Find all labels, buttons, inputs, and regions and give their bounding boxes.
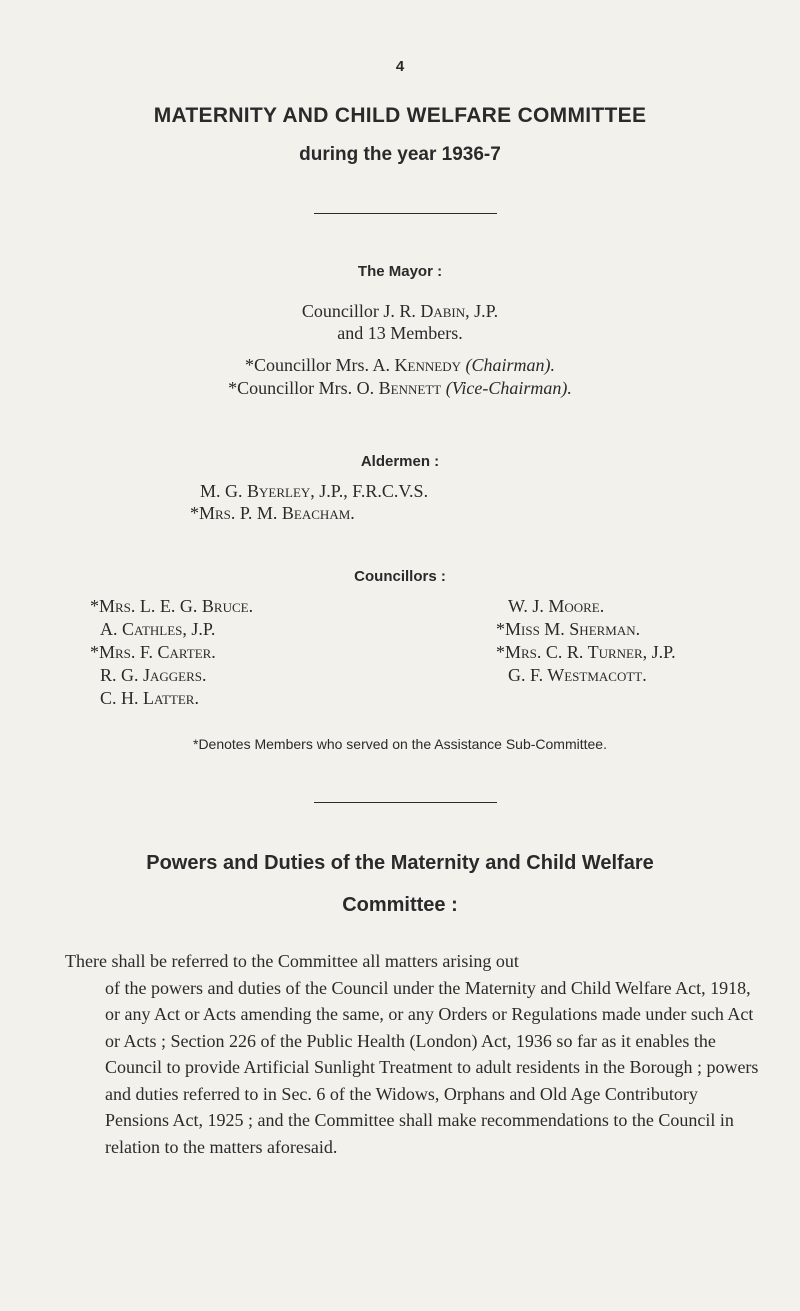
councillors-heading: Councillors : bbox=[354, 568, 446, 585]
vice-chairman-prefix: *Councillor Mrs. O. bbox=[228, 378, 379, 398]
alderman-item: M. G. Byerley, J.P., F.R.C.V.S. bbox=[200, 481, 429, 501]
alderman-item: *Mrs. P. M. Beacham. bbox=[190, 503, 355, 523]
aldermen-heading: Aldermen : bbox=[360, 453, 440, 470]
councillor-right-item: *Mrs. C. R. Turner, J.P. bbox=[496, 642, 676, 662]
councillor-left-item: *Mrs. F. Carter. bbox=[90, 642, 216, 662]
councillor-right-item: G. F. Westmacott. bbox=[508, 665, 647, 685]
powers-heading-line1: Powers and Duties of the Maternity and Child Welfare bbox=[146, 852, 654, 874]
mayor-heading: The Mayor : bbox=[357, 263, 443, 280]
powers-heading-line2: Committee : bbox=[342, 894, 458, 916]
councillor-right-item: W. J. Moore. bbox=[508, 596, 605, 616]
chairman-name: Kennedy bbox=[394, 355, 461, 375]
footnote: *Denotes Members who served on the Assistance Sub-Committee. bbox=[193, 736, 607, 752]
members-line: and 13 Members. bbox=[337, 323, 463, 343]
mayor-prefix: Councillor J. R. bbox=[301, 301, 421, 321]
councillor-left-item: R. G. Jaggers. bbox=[100, 665, 207, 685]
page-title: MATERNITY AND CHILD WELFARE COMMITTEE bbox=[153, 104, 647, 127]
mayor-line bbox=[0, 301, 800, 322]
vice-chairman-line bbox=[0, 378, 800, 399]
chairman-line bbox=[0, 355, 800, 376]
councillor-left-item: C. H. Latter. bbox=[100, 688, 199, 708]
page-number: 4 bbox=[395, 58, 405, 75]
councillor-right-item: *Miss M. Sherman. bbox=[496, 619, 641, 639]
councillor-left-item: *Mrs. L. E. G. Bruce. bbox=[90, 596, 254, 616]
divider-top bbox=[314, 213, 497, 214]
vice-chairman-name: Bennett bbox=[378, 378, 442, 398]
powers-paragraph-first-line: There shall be referred to the Committee all matters arising out bbox=[65, 951, 519, 971]
divider-middle bbox=[314, 802, 497, 803]
powers-paragraph bbox=[65, 948, 766, 1160]
chairman-prefix: *Councillor Mrs. A. bbox=[245, 355, 395, 375]
councillor-left-item: A. Cathles, J.P. bbox=[100, 619, 216, 639]
chairman-role: (Chairman). bbox=[460, 355, 555, 375]
powers-paragraph-body: of the powers and duties of the Council under the Maternity and Child Welfare Act, 1918, or any Act or Acts amending the same, or any Orders or Regulations made under such Act or Acts ; Section 226 of the Public Health (London) Act, 1936 so far as it enables the Council to provide Artificial Sunlight Treatment to adult residents in the Borough ; powers and duties referred to in Sec. 6 of the Widows, Orphans and Old Age Contributory Pensions Act, 1925 ; and the Committee shall make recommendations to the Council in relation to the matters aforesaid. bbox=[105, 977, 759, 1157]
vice-chairman-role: (Vice-Chairman). bbox=[441, 378, 572, 398]
mayor-suffix: , J.P. bbox=[465, 301, 499, 321]
page-subtitle: during the year 1936-7 bbox=[299, 144, 501, 165]
mayor-name: Dabin bbox=[420, 301, 466, 321]
